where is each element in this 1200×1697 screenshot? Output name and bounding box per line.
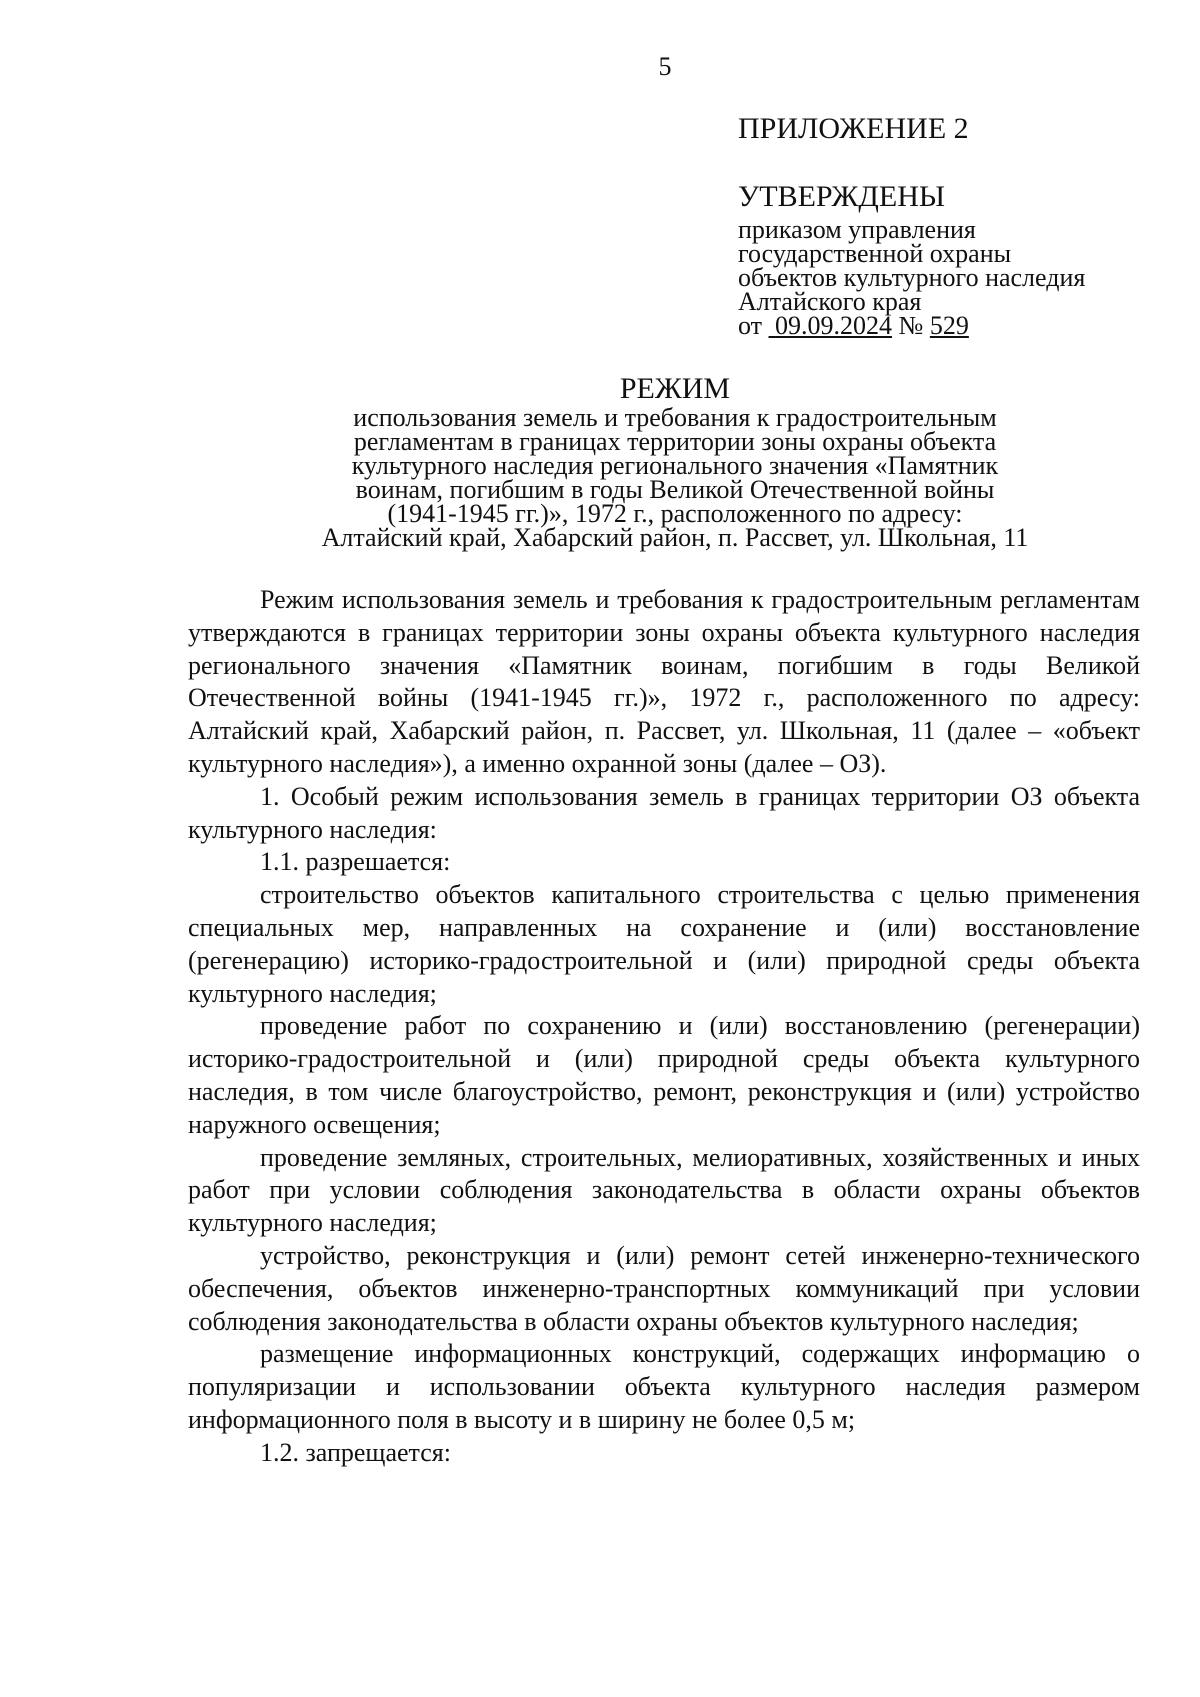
allowed-item: проведение земляных, строительных, мелиоративных, хозяйственных и иных работ при условии соблюдения законодательства в области охраны объектов культурного наследия; [188, 1142, 1140, 1238]
header-line: Алтайский край, Хабарский район, п. Рассвет, ул. Школьная, 11 [321, 523, 1029, 552]
approval-line: Алтайского края [738, 287, 922, 316]
header-line: культурного наследия регионального значения «Памятник [351, 451, 999, 480]
approval-line: объектов культурного наследия [738, 263, 1086, 292]
header-line: использования земель и требования к градостроительным [353, 403, 997, 432]
number-prefix: № [898, 311, 924, 340]
order-date: 09.09.2024 [775, 311, 893, 340]
document-body [188, 584, 1140, 1470]
approved-title: УТВЕРЖДЕНЫ [738, 180, 946, 213]
section-1-heading: 1. Особый режим использования земель в границах территории ОЗ объекта культурного наследия: [188, 781, 1140, 844]
header-line: (1941-1945 гг.)», 1972 г., расположенного по адресу: [387, 499, 963, 528]
regime-title: РЕЖИМ [619, 372, 731, 405]
section-1-2-heading: 1.2. запрещается: [260, 1437, 451, 1467]
header-line: воинам, погибшим в годы Великой Отечественной войны [355, 475, 995, 504]
allowed-item: проведение работ по сохранению и (или) восстановлению (регенерации) историко-градостроительной и (или) природной среды объекта культурного наследия, в том числе благоустройство, ремонт, реконструкция и (или) устройство наружного освещения; [188, 1011, 1140, 1139]
approval-line: государственной охраны [738, 239, 1012, 268]
order-number: 529 [929, 311, 969, 340]
intro-paragraph: Режим использования земель и требования к градостроительным регламентам утверждаются в границах территории зоны охраны объекта культурного наследия регионального значения «Памятник воинам, погибшим в годы Великой Отечественной войны (1941-1945 гг.)», 1972 г., расположенного по адресу: Алтайский край, Хабарский район, п. Рассвет, ул. Школьная, 11 (далее – «объект культурного наследия»), а именно охранной зоны (далее – ОЗ). [188, 585, 1140, 778]
allowed-item: размещение информационных конструкций, содержащих информацию о популяризации и использовании объекта культурного наследия размером информационного поля в высоту и в ширину не более 0,5 м; [188, 1339, 1140, 1434]
appendix-label: ПРИЛОЖЕНИЕ 2 [738, 112, 969, 145]
page-number: 5 [658, 52, 672, 81]
approval-line: приказом управления [738, 215, 976, 244]
approval-date-line [738, 311, 1085, 340]
allowed-item: строительство объектов капитального строительства с целью применения специальных мер, направленных на сохранение и (или) восстановление (регенерацию) историко-градостроительной и (или) природной среды объекта культурного наследия; [188, 880, 1140, 1008]
allowed-item: устройство, реконструкция и (или) ремонт сетей инженерно-технического обеспечения, объектов инженерно-транспортных коммуникаций при условии соблюдения законодательства в области охраны объектов культурного наследия; [188, 1240, 1140, 1336]
approval-block [738, 180, 1085, 338]
section-1-1-heading: 1.1. разрешается: [260, 847, 451, 877]
date-prefix: от [738, 311, 763, 340]
header-line: регламентам в границах территории зоны охраны объекта [353, 427, 997, 456]
document-header [230, 372, 1120, 550]
